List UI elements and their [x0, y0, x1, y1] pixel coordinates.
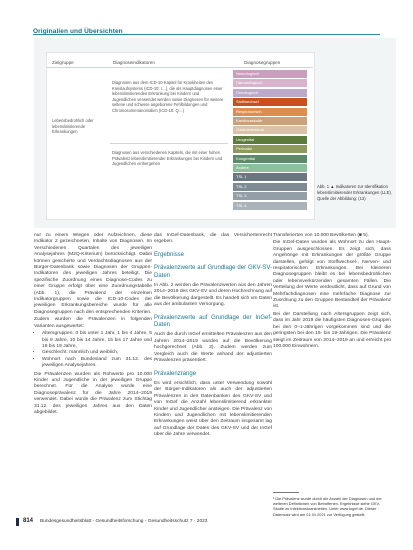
section-header — [33, 21, 380, 35]
diagnosegruppe-row: TSL 3 — [233, 192, 307, 200]
paragraph: In Abb. 2 werden die Prävalenzwerten aus den Jahren 2014–2019 des GKV-SV und deren Hochrechnung auf die Bevölkerung dargestellt. Es handelt sich um Daten aus der ambulanten Versorgung. — [154, 283, 273, 308]
text-column-1 — [34, 233, 152, 417]
footer-bar — [16, 518, 19, 526]
diagnosegruppe-row: Urogenital — [233, 136, 307, 144]
paragraph: Auch die durch InGef ermittelten Prävalenzen aus den Jahren 2014–2019 wurden auf die Bevölkerung hochgerechnet (Abb. 3). Zudem werden zum Vergleich auch die Werte anhand der adjustierten Prävalenzen präsentiert. — [154, 332, 272, 364]
diagnosegruppe-row: TSL 4 — [233, 202, 307, 210]
diagnosegruppe-row: Kardiovaskulär — [233, 117, 307, 125]
diagnosegruppe-row: TSL 2 — [233, 183, 307, 191]
diagnosegruppe-row: Andere — [233, 164, 307, 172]
figure-caption: Abb. 1 ▲ Indikatoren zur Identifikation lebenslimitierender Erkrankungen (LLE). Quelle der Abbildung: (13) — [317, 184, 392, 201]
subsection-heading: Prävalenzrange — [154, 370, 197, 377]
paragraph: Zudem wurden die Prävalenzen in folgenden Varianten ausgewertet: — [34, 317, 152, 329]
footnote-rule — [273, 492, 299, 493]
table-header-zielgruppe: Zielgruppe — [52, 60, 74, 65]
paragraph: Die Prävalenzen wurden als Rohwerte pro 10.000 Kinder und Jugendliche in der jeweiligen Gruppe berechnet. Für die Analyse wurde eine Diagnoseprävalenz für die Jahre 2014–2019 verwendet. Dabei wurde die Prävalenz zum Stichtag 31.12. des jeweiligen Jahres aus den Daten abgebildet. — [34, 371, 152, 415]
diagnosegruppe-row: Stoffwechsel — [233, 98, 307, 106]
diagnoseindikator-cell-2: Diagnosen aus verschiedenen Kapiteln, die mit einer hohen Prävalenz lebenslimitierender Erkrankungen bei Kindern und Jugendlichen einhergehen — [112, 150, 223, 167]
diagnosegruppe-row: Onkologisch — [233, 89, 307, 97]
table-header-diagnoseindikatoren: Diagnoseindikatoren — [113, 60, 155, 65]
paragraph: nur zu einem Wiegen oder Aufzeichnen, diese Indikator 2 gezeichneten, Inhalte von Diagnosen. Im Verschiedenen Quartalen des jeweiligen Analysejahres (M2Q-Kriterium) berücksichtigt. Dabei können gesicherte und Verdachtsdiagnosen aus der Bürger-Datenbank sowie Diagnosen der Gruppen-Indikatoren des jeweiligen Jahres beteiligt. Die spezifische Zuordnung eines Diagnose-Codes zu einer Gruppe erfolgt über eine Zuordnungstabelle (Abb. 1), die Prävalenz der einzelnen Indikatorgruppen sowie die ICD-10-Codes der jeweiligen Erkrankungsbereiche wurde für alle Diagnosegruppen nach den entsprechenden Kriterien. — [34, 233, 152, 315]
text-column-3 — [273, 233, 391, 351]
diagnoseindikator-cell-1: Diagnosen aus dem ICD-10-Kapitel für Krankheiten des Kreislaufsystems (ICD-10: I…), die als Hauptdiagnosen einer lebenslimitierenden Erkrankung bei Kindern und Jugendlichen verwendet werden sowie Diagnosen für weitere seltene und schwere angeborene Fehlbildungen und Chromosomenanomalien (ICD-10: Q…) — [112, 80, 224, 113]
subsection-heading: Prävalenzwerte auf Grundlage der GKV-SV-Daten — [154, 265, 272, 279]
bullet-list — [34, 331, 152, 369]
diagnosegruppe-row: Kongenital — [233, 155, 307, 163]
list-item: • Altersgruppen: 0 bis unter 1 Jahr, 1 bis 4 Jahre, 5 bis 9 Jahre, 10 bis 14 Jahre, 15 bis 17 Jahre und 18 bis 19 Jahre, — [42, 331, 152, 350]
paragraph: Transferierten von 10.000 Bevölkerten (■ 5). — [273, 233, 370, 238]
diagnosegruppe-row: Gastrointestinal — [233, 126, 307, 134]
diagnosegruppe-row: Neurologisch — [233, 70, 307, 78]
zielgruppe-cell: Lebensbedrohlich oder lebenslimitierende Erkrankungen — [52, 118, 94, 135]
table-header-diagnosegruppen: Diagnosegruppen — [244, 60, 281, 65]
paragraph: das InGef-Datenbank, die das Versichertenrecht ergeben. — [154, 233, 272, 245]
diagnosegruppe-row: Respiratorisch — [233, 108, 307, 116]
table-header-rule — [47, 67, 313, 68]
paragraph: Bei der Darstellung nach Altersgruppen zeigt sich, dass im Jahr 2019 die häufigsten Diagnosen-Gruppen bei den 0–1-Jährigen vorgekommen sind und die geringsten bei den 15- bis 19-Jährigen. Die Prävalenz steigt im Zeitraum von 2014–2019 an und erreicht pro 100.000 Einwohnern. — [273, 311, 391, 349]
page-footer — [16, 515, 396, 527]
list-item: • Wohnort nach Bundesland zum 31.12. des jeweiligen Analysejahres. — [42, 357, 152, 370]
footnote: ¹ Die Prävalenz wurde durch die Anzahl der Diagnosen und der weiteren Definitionen von Betroffenen. Ergebnisse siehe GKV-Studie zu Infektionskrankheiten. Unter www.ingef.de. Dieser Datensatz wird am 01.01.2021 zur Verfügung gestellt. — [273, 496, 382, 517]
list-item: • Geschlecht: männlich und weiblich, — [42, 350, 152, 356]
text-column-2 — [154, 233, 272, 440]
diagnosegruppe-row: Hämatologisch — [233, 79, 307, 87]
journal-title: Bundesgesundheitsblatt - Gesundheitsforschung - Gesundheitsschutz 7 · 2023 — [40, 519, 208, 524]
page-number: 814 — [23, 518, 34, 524]
section-heading: Ergebnisse — [154, 251, 185, 258]
subsection-heading: Prävalenzwerte auf Grundlage der InGef-Daten — [154, 314, 272, 329]
diagnosegruppe-row: Perinatal — [233, 145, 307, 153]
paragraph: Die InGef-Daten wurden als Wohnort zu den Haupt-Gruppen ausgeschlossen. Es zeigt sich, dass Angehörige mit Erkrankungen der größte Gruppe darstellen, gefolgt von Stoffwechsel-, Nerven- und respiratorischen Erkrankungen. Bei kleineren Diagnosegruppen bleibt es bei lebensbedrohlichen oder lebensverkürzenden gesamten Fällen. Die Verteilung der Werte verdeutlicht, dass auf Grund von Mehrfachdiagnosen eine mehrfache Diagnose zur Zuordnung zu den Gruppen Bestandteil der Prävalenz ist. — [273, 240, 391, 310]
table-divider — [110, 143, 228, 144]
paragraph: Es wird ersichtlich, dass unter Verwendung sowohl der Bürger-Indikatoren als auch der adjustierten Prävalenzen in den Datenbanken des GKV-SV und von InGef die Anzahl lebenslimitierend erkrankter Kinder und Jugendlicher ansteigen. Die Prävalenz von Kindern und Jugendlichen mit lebenslimitierenden Erkrankungen weist über den Zeitraum insgesamt lag auf Grundlage der Daten des GKV-SV und der InGef über die Jahre verwendet. — [154, 380, 272, 438]
section-label: Originalien und Übersichten — [33, 28, 123, 35]
header-rule — [33, 34, 380, 35]
diagnosegruppe-row: TSL 1 — [233, 173, 307, 181]
